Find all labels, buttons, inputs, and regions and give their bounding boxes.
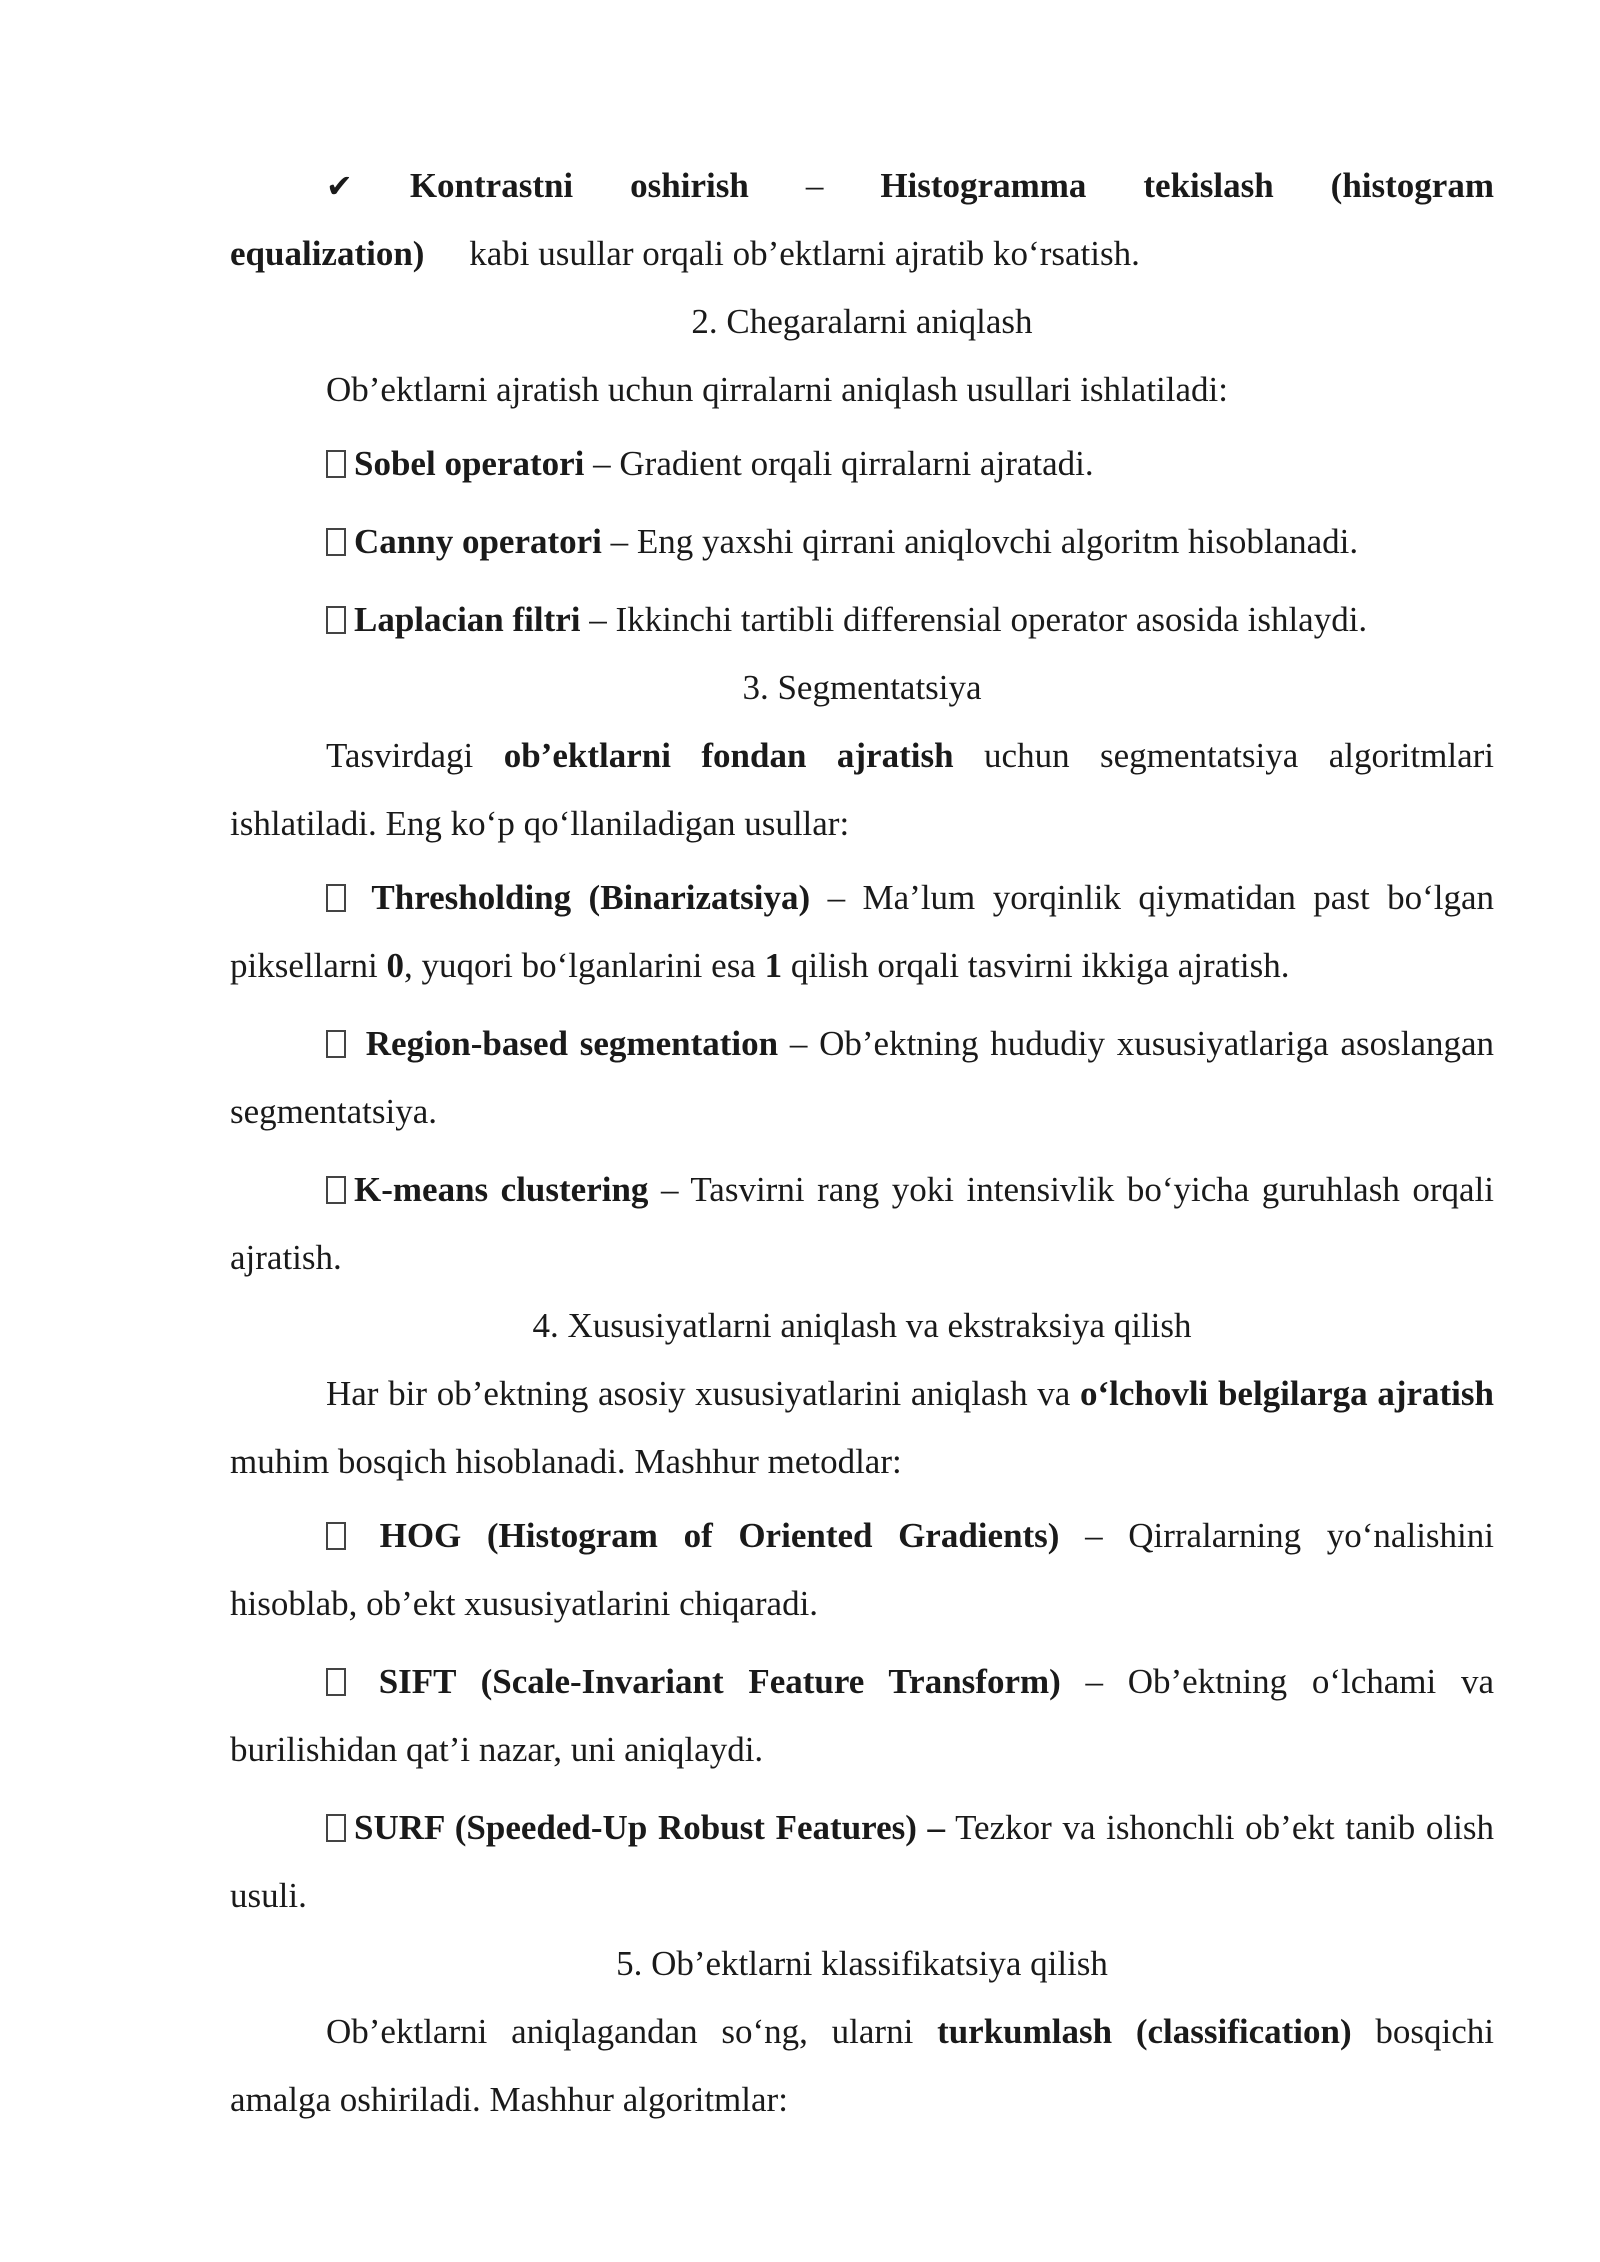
list-item (230, 1794, 1494, 1930)
bullet-box-icon (326, 606, 346, 634)
list-item (230, 430, 1494, 498)
bullet-box-icon (326, 1668, 346, 1696)
paragraph-text: Har bir ob’ektning asosiy xususiyatlarini aniqlash va (326, 1374, 1071, 1413)
list-term: Sobel operatori (354, 444, 585, 483)
checkmark-icon: ✔ (326, 167, 353, 205)
list-item (230, 508, 1494, 576)
list-term: Canny operatori (354, 522, 602, 561)
document-page (230, 152, 1494, 2134)
bold-term: ob’ektlarni fondan ajratish (503, 736, 954, 775)
list-text: – Tasvirni rang yoki intensivlik bo‘yicha guruhlash orqali ajratish. (230, 1170, 1495, 1277)
bold-term: turkumlash (classification) (937, 2012, 1352, 2051)
dash: – (805, 166, 824, 205)
paragraph: Ob’ektlarni ajratish uchun qirralarni aniqlash usullari ishlatiladi: (326, 370, 1228, 409)
bullet-box-icon (326, 528, 346, 556)
contrast-paragraph (230, 152, 1494, 288)
value-zero: 0 (386, 946, 404, 985)
list-text: – Qirralarning yo‘nalishini hisoblab, ob’ekt xususiyatlarini chiqaradi. (230, 1516, 1494, 1623)
list-text: Tezkor va ishonchli ob’ekt tanib olish usuli. (230, 1808, 1494, 1915)
paragraph (230, 722, 1494, 858)
paragraph-text: uchun segmentatsiya algoritmlari ishlatiladi. Eng ko‘p qo‘llaniladigan usullar: (230, 736, 1494, 843)
paragraph-text: bosqichi amalga oshiriladi. Mashhur algoritmlar: (230, 2012, 1495, 2119)
list-term: HOG (Histogram of Oriented Gradients) (379, 1516, 1060, 1555)
paragraph-text: Ob’ektlarni aniqlagandan so‘ng, ularni (326, 2012, 914, 2051)
paragraph-text: kabi usullar orqali ob’ektlarni ajratib ko‘rsatish. (469, 234, 1140, 273)
list-text: – Ikkinchi tartibli differensial operator asosida ishlaydi. (589, 600, 1368, 639)
bullet-box-icon (326, 1522, 346, 1550)
list-term: SURF (Speeded-Up Robust Features) – (354, 1808, 946, 1847)
list-text: – Gradient orqali qirralarni ajratadi. (593, 444, 1094, 483)
list-text: qilish orqali tasvirni ikkiga ajratish. (790, 946, 1290, 985)
bullet-box-icon (326, 1030, 346, 1058)
list-item (230, 586, 1494, 654)
bold-term: Kontrastni oshirish (409, 166, 749, 205)
list-text: – Eng yaxshi qirrani aniqlovchi algoritm hisoblanadi. (610, 522, 1359, 561)
bold-term: Histogramma tekislash (histogram equalization) (230, 166, 1494, 273)
section-heading: 5. Ob’ektlarni klassifikatsiya qilish (616, 1944, 1108, 1983)
list-text: , yuqori bo‘lganlarini esa (404, 946, 756, 985)
value-one: 1 (764, 946, 783, 985)
bullet-box-icon (326, 1176, 346, 1204)
bullet-box-icon (326, 884, 346, 912)
list-term: Thresholding (Binarizatsiya) (371, 878, 811, 917)
list-item (230, 1648, 1494, 1784)
section-heading: 2. Chegaralarni aniqlash (691, 302, 1033, 341)
list-term: K-means clustering (354, 1170, 649, 1209)
bold-term: o‘lchovli belgilarga ajratish (1079, 1374, 1494, 1413)
section-heading: 4. Xususiyatlarni aniqlash va ekstraksiya qilish (532, 1306, 1192, 1345)
list-term: SIFT (Scale-Invariant Feature Transform) (378, 1662, 1061, 1701)
list-text: – Ob’ektning o‘lchami va burilishidan qat’i nazar, uni aniqlaydi. (230, 1662, 1495, 1769)
bullet-box-icon (326, 1814, 346, 1842)
list-item (230, 1502, 1494, 1638)
list-text: – Ma’lum yorqinlik qiymatidan past bo‘lgan piksellarni (230, 878, 1495, 985)
list-text: – Ob’ektning hududiy xususiyatlariga asoslangan segmentatsiya. (230, 1024, 1495, 1131)
paragraph-text: Tasvirdagi (326, 736, 474, 775)
paragraph-text: muhim bosqich hisoblanadi. Mashhur metodlar: (230, 1442, 902, 1481)
bullet-box-icon (326, 450, 346, 478)
list-term: Region-based segmentation (365, 1024, 779, 1063)
list-item (230, 1156, 1494, 1292)
list-term: Laplacian filtri (354, 600, 581, 639)
paragraph (230, 1998, 1494, 2134)
list-item (230, 1010, 1494, 1146)
section-heading: 3. Segmentatsiya (742, 668, 982, 707)
list-item (230, 864, 1494, 1000)
paragraph (230, 1360, 1494, 1496)
